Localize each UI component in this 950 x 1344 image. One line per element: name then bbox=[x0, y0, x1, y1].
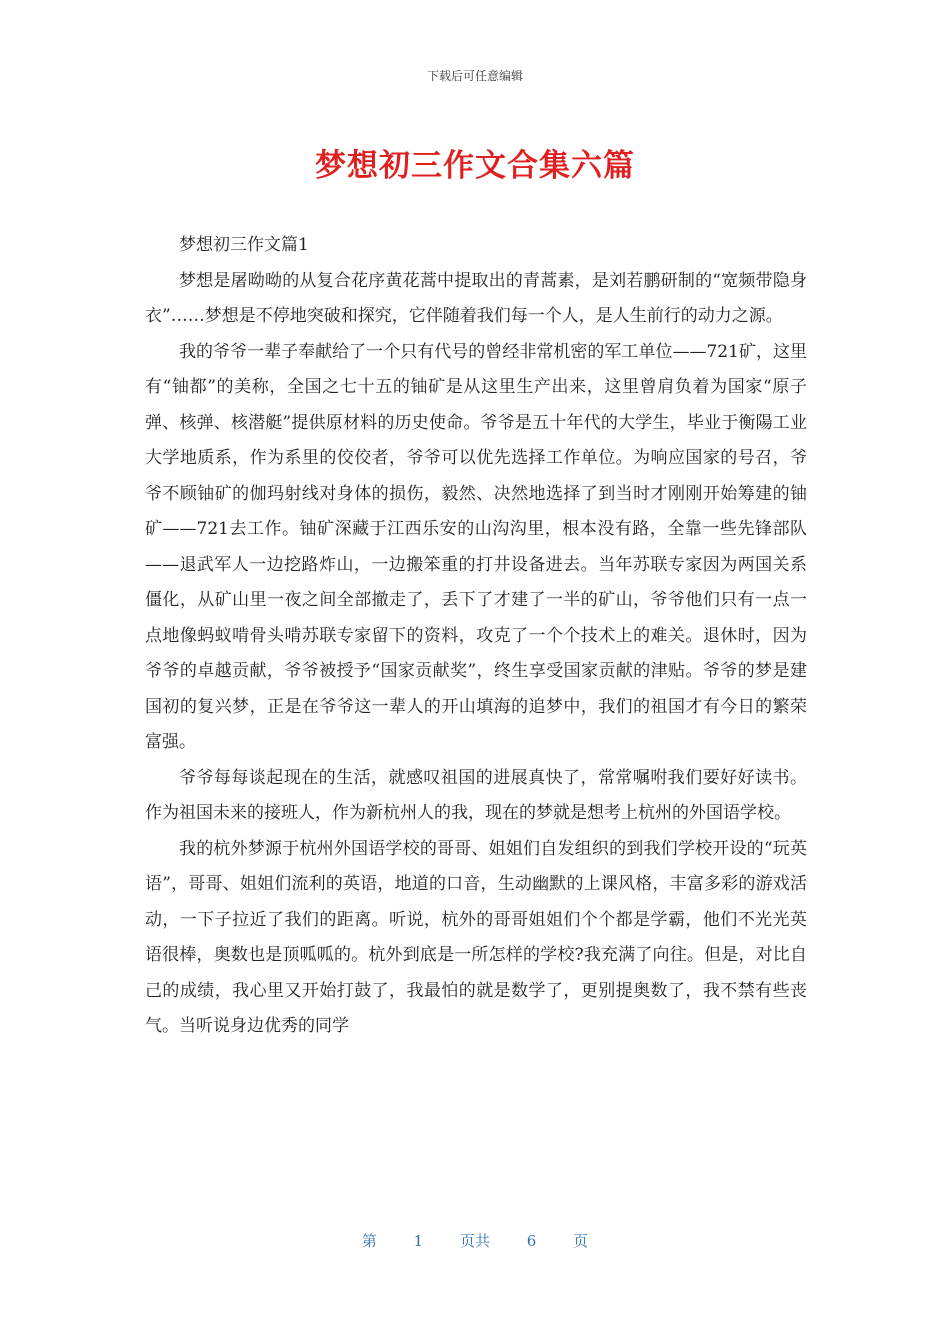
document-body bbox=[145, 228, 807, 1045]
document-title: 梦想初三作文合集六篇 bbox=[315, 148, 635, 184]
page-header-note: 下载后可任意编辑 bbox=[426, 69, 523, 83]
paragraph: 爷爷每每谈起现在的生活，就感叹祖国的进展真快了，常常嘱咐我们要好好读书。作为祖国未来的接班人，作为新杭州人的我，现在的梦就是想考上杭州的外国语学校。 bbox=[145, 767, 807, 823]
paragraph: 我的爷爷一辈子奉献给了一个只有代号的曾经非常机密的军工单位——721矿，这里有“铀都”的美称，全国之七十五的铀矿是从这里生产出来，这里曾肩负着为国家“原子弹、核弹、核潜艇”提供原材料的历史使命。爷爷是五十年代的大学生，毕业于衡陽工业大学地质系，作为系里的佼佼者，爷爷可以优先选择工作单位。为响应国家的号召，爷爷不顾铀矿的伽玛射线对身体的损伤，毅然、决然地选择了到当时才刚刚开始筹建的铀矿——721去工作。铀矿深藏于江西乐安的山沟沟里，根本没有路，全靠一些先锋部队——退武军人一边挖路炸山，一边搬笨重的打井设备进去。当年苏联专家因为两国关系僵化，从矿山里一夜之间全部撤走了，丢下了才建了一半的矿山，爷爷他们只有一点一点地像蚂蚁啃骨头啃苏联专家留下的资料，攻克了一个个技术上的难关。退休时，因为爷爷的卓越贡献，爷爷被授予“国家贡献奖”，终生享受国家贡献的津贴。爷爷的梦是建国初的复兴梦，正是在爷爷这一辈人的开山填海的追梦中，我们的祖国才有今日的繁荣富强。 bbox=[145, 341, 807, 752]
footer-label-total: 页共 bbox=[459, 1232, 490, 1250]
footer-total-pages: 6 bbox=[526, 1232, 537, 1250]
footer-label-end: 页 bbox=[573, 1232, 589, 1250]
footer-label-page: 第 bbox=[361, 1232, 377, 1250]
paragraph: 梦想是屠呦呦的从复合花序黄花蒿中提取出的青蒿素，是刘若鹏研制的“宽频带隐身衣”……梦想是不停地突破和探究，它伴随着我们每一个人，是人生前行的动力之源。 bbox=[145, 270, 807, 326]
page-footer bbox=[0, 1230, 950, 1251]
footer-page-number: 1 bbox=[413, 1232, 424, 1250]
paragraph: 我的杭外梦源于杭州外国语学校的哥哥、姐姐们自发组织的到我们学校开设的“玩英语”，哥哥、姐姐们流利的英语，地道的口音，生动幽默的上课风格，丰富多彩的游戏活动，一下子拉近了我们的距离。听说，杭外的哥哥姐姐们个个都是学霸，他们不光光英语很棒，奥数也是顶呱呱的。杭外到底是一所怎样的学校?我充满了向往。但是，对比自己的成绩，我心里又开始打鼓了，我最怕的就是数学了，更别提奥数了，我不禁有些丧气。当听说身边优秀的同学 bbox=[145, 838, 807, 1036]
section-heading: 梦想初三作文篇1 bbox=[179, 235, 309, 255]
